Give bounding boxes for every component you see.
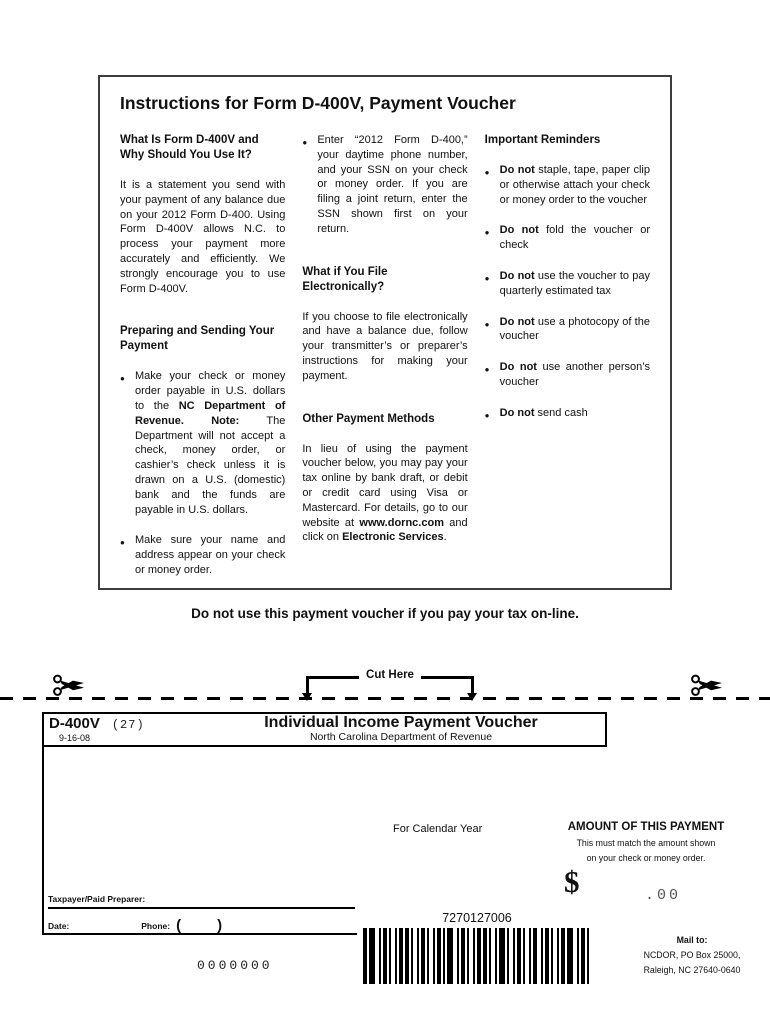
instructions-column-2 bbox=[302, 133, 467, 594]
heading-file-electronically: What if You File Electronically? bbox=[302, 265, 388, 293]
phone-paren-close: ) bbox=[217, 917, 223, 934]
mail-to-label: Mail to: bbox=[676, 935, 708, 945]
heading-what-is-d400v: What Is Form D-400V and Why Should You Use It? bbox=[120, 134, 259, 161]
bullet-text-no-cash: Do not send cash bbox=[499, 406, 588, 419]
bullet-text-no-other-person: Do not use another person’s voucher bbox=[499, 361, 650, 388]
voucher-form-id-block bbox=[44, 714, 197, 745]
list-item bbox=[120, 369, 285, 517]
amount-cents-field: .00 bbox=[645, 887, 682, 904]
calendar-year-label: For Calendar Year bbox=[393, 823, 483, 835]
voucher-title: Individual Income Payment Voucher bbox=[264, 714, 538, 731]
bullet-dot bbox=[485, 163, 500, 207]
heading-other-payment-methods: Other Payment Methods bbox=[302, 412, 435, 425]
bullet-dot bbox=[485, 315, 500, 345]
bullet-text-enter-info: Enter “2012 Form D-400,” your daytime phone number, and your SSN on your check or money order. If you are filing a joint return, enter the SSN shown first on your return. bbox=[317, 134, 468, 235]
list-item bbox=[302, 133, 467, 237]
taxpayer-label: Taxpayer/Paid Preparer: bbox=[48, 894, 146, 904]
bullet-dot bbox=[485, 360, 500, 390]
bullet-dot bbox=[120, 533, 135, 577]
bullet-dot bbox=[485, 269, 500, 299]
bullet-text-no-staple: Do not staple, tape, paper clip or otherwise attach your check or money order to the voucher bbox=[499, 164, 650, 206]
barcode bbox=[363, 928, 591, 984]
list-item bbox=[485, 406, 650, 424]
cut-here-indicator bbox=[306, 668, 474, 695]
date-label: Date: bbox=[48, 921, 70, 931]
voucher-subtitle: North Carolina Department of Revenue bbox=[309, 731, 493, 743]
phone-paren-open: ( bbox=[176, 917, 182, 934]
amount-title: AMOUNT OF THIS PAYMENT bbox=[567, 821, 725, 833]
online-payment-warning: Do not use this payment voucher if you pay your tax on-line. bbox=[191, 606, 579, 621]
cut-arrow-right bbox=[471, 676, 474, 695]
form-number: (27) bbox=[111, 718, 145, 732]
phone-label: Phone: bbox=[141, 921, 171, 931]
bullet-text-no-photocopy: Do not use a photocopy of the voucher bbox=[499, 315, 650, 343]
date-phone-field bbox=[48, 917, 355, 934]
list-item bbox=[120, 533, 285, 577]
amount-block bbox=[557, 821, 735, 863]
dashed-cut-line bbox=[0, 697, 770, 700]
bullet-dot bbox=[120, 369, 135, 517]
mail-address-line2: Raleigh, NC 27640-0640 bbox=[643, 965, 741, 975]
list-item bbox=[485, 315, 650, 345]
instructions-column-3 bbox=[485, 133, 650, 594]
instructions-columns bbox=[120, 133, 650, 594]
dollar-sign: $ bbox=[564, 864, 580, 899]
voucher-body-box bbox=[42, 745, 357, 935]
paragraph-other-payment-methods: In lieu of using the payment voucher below, you may pay your tax online by bank draft, or debit or credit card using Visa or Mastercard. For details, go to our website at www.dornc.com and click on Electronic Services. bbox=[302, 442, 468, 544]
barcode-number: 7270127006 bbox=[442, 911, 512, 925]
bullet-text-no-estimated-tax: Do not use the voucher to pay quarterly estimated tax bbox=[499, 269, 650, 297]
heading-preparing-payment: Preparing and Sending Your Payment bbox=[120, 325, 275, 353]
instructions-column-1 bbox=[120, 133, 285, 594]
form-revision-date: 9-16-08 bbox=[59, 733, 91, 743]
amount-note-line2: on your check or money order. bbox=[586, 853, 706, 863]
cut-here-label: Cut Here bbox=[366, 669, 414, 681]
cut-arrow-left bbox=[306, 676, 309, 695]
amount-note-line1: This must match the amount shown bbox=[576, 838, 716, 848]
bullet-text-check-payable: Make your check or money order payable in U.S. dollars to the NC Department of Revenue. Note: The Department will not accept a check, money order, or cashier’s check unless it is drawn on a U.S. (domestic) bank and the funds are payable in U.S. dollars. bbox=[135, 370, 286, 516]
instructions-title: Instructions for Form D-400V, Payment Voucher bbox=[120, 93, 516, 113]
mail-to-block bbox=[636, 933, 748, 978]
taxpayer-signature-field bbox=[48, 894, 355, 909]
bullet-text-name-address: Make sure your name and address appear on your check or money order. bbox=[135, 534, 286, 576]
list-item bbox=[485, 269, 650, 299]
mail-address-line1: NCDOR, PO Box 25000, bbox=[643, 950, 741, 960]
bullet-dot bbox=[485, 406, 500, 424]
instructions-panel bbox=[98, 75, 672, 590]
list-item bbox=[485, 360, 650, 390]
paragraph-file-electronically: If you choose to file electronically and have a balance due, follow your transmitter’s or preparer’s instructions for making your payment. bbox=[302, 310, 468, 382]
bullet-dot bbox=[302, 133, 317, 237]
paragraph-what-is-d400v: It is a statement you send with your payment of any balance due on your 2012 Form D-400. Using Form D-400V allows N.C. to process your payment more accurately and efficiently. We strongly encourage you to use Form D-400V. bbox=[120, 179, 286, 295]
voucher-header bbox=[42, 712, 607, 747]
list-item bbox=[485, 163, 650, 207]
form-code: D-400V bbox=[49, 715, 100, 732]
bullet-text-no-fold: Do not fold the voucher or check bbox=[499, 224, 650, 252]
voucher-title-block bbox=[197, 714, 605, 745]
serial-number: 0000000 bbox=[197, 958, 273, 973]
heading-important-reminders: Important Reminders bbox=[484, 134, 601, 146]
bullet-dot bbox=[485, 223, 500, 253]
list-item bbox=[485, 223, 650, 253]
